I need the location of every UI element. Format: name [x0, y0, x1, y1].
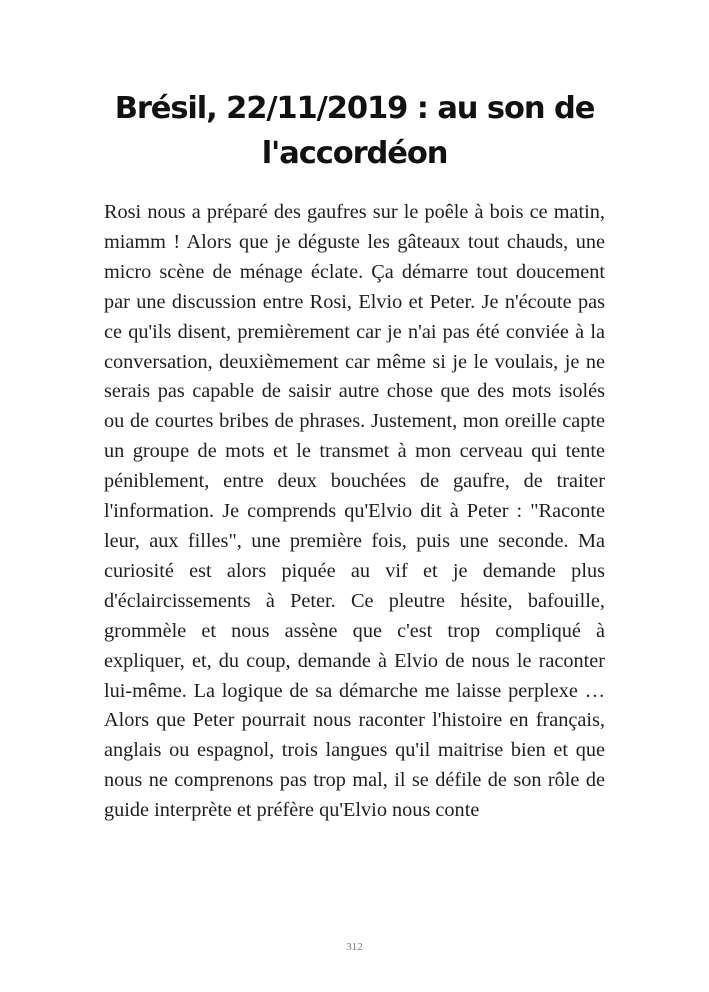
page-number: 312 — [346, 941, 363, 953]
chapter-title: Brésil, 22/11/2019 : au son de l'accordéon — [114, 91, 595, 171]
body-paragraph: Rosi nous a préparé des gaufres sur le poêle à bois ce matin, miamm ! Alors que je déguste les gâteaux tout chauds, une micro scène de ménage éclate. Ça démarre tout doucement par une discussion entre Rosi, Elvio et Peter. Je n'écoute pas ce qu'ils disent, premièrement car je n'ai pas été conviée à la conversation, deuxièmement car même si je le voulais, je ne serais pas capable de saisir autre chose que des mots isolés ou de courtes bribes de phrases. Justement, mon oreille capte un groupe de mots et le transmet à mon cerveau qui tente péniblement, entre deux bouchées de gaufre, de traiter l'information. Je comprends qu'Elvio dit à Peter : "Raconte leur, aux filles", une première fois, puis une seconde. Ma curiosité est alors piquée au vif et je demande plus d'éclaircissements à Peter. Ce pleutre hésite, bafouille, grommèle et nous assène que c'est trop compliqué à expliquer, et, du coup, demande à Elvio de nous le raconter lui-même. La logique de sa démarche me laisse perplexe … Alors que Peter pourrait nous raconter l'histoire en français, anglais ou espagnol, trois langues qu'il maitrise bien et que nous ne comprenons pas trop mal, il se défile de son rôle de guide interprète et préfère qu'Elvio nous conte — [104, 201, 605, 822]
